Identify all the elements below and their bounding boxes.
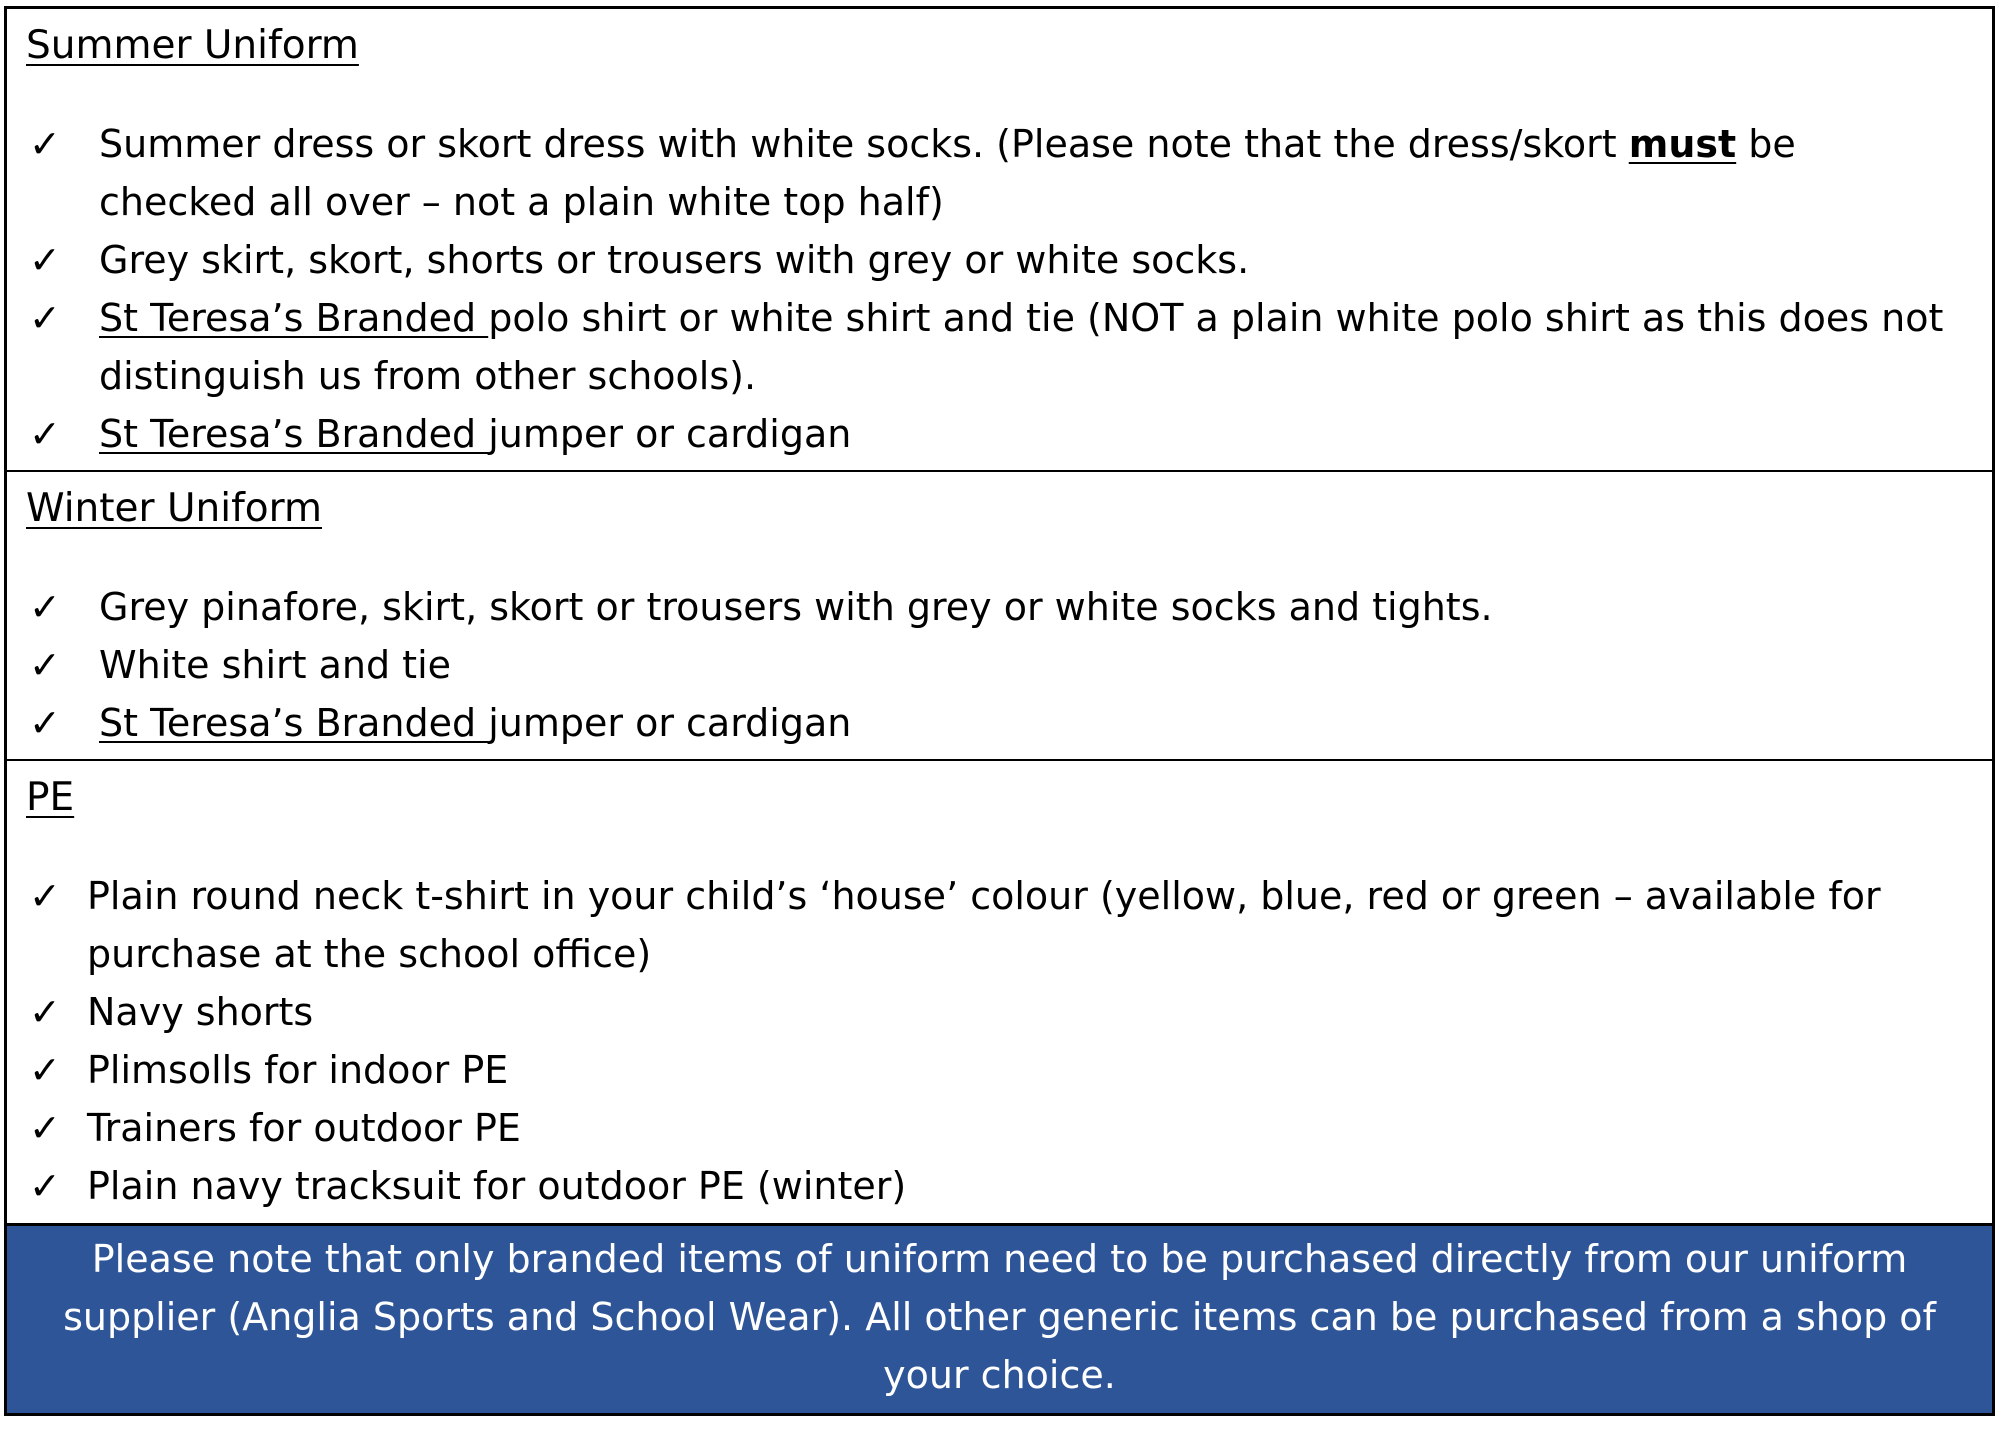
winter-item-text: White shirt and tie	[99, 643, 452, 687]
list-item	[7, 578, 1992, 636]
winter-uniform-title: Winter Uniform	[26, 486, 323, 531]
pe-item-text: Plain navy tracksuit for outdoor PE (winter)	[87, 1164, 907, 1208]
check-icon: ✓	[29, 990, 61, 1034]
supplier-note: Please note that only branded items of uniform need to be purchased directly from our uniform supplier (Anglia Sports and School Wear). All other generic items can be purchased from a shop of your choice.	[7, 1226, 1992, 1413]
summer-uniform-title: Summer Uniform	[26, 23, 359, 68]
pe-list	[7, 867, 1992, 1215]
check-icon: ✓	[29, 1106, 61, 1150]
check-icon: ✓	[29, 701, 61, 745]
list-item	[7, 636, 1992, 694]
branded-label: St Teresa’s Branded	[99, 701, 489, 745]
check-icon: ✓	[29, 874, 61, 918]
list-item	[7, 983, 1992, 1041]
check-icon: ✓	[29, 122, 61, 166]
winter-uniform-list	[7, 578, 1992, 752]
pe-item-text: Plimsolls for indoor PE	[87, 1048, 509, 1092]
list-item	[7, 694, 1992, 752]
summer-uniform-list	[7, 115, 1992, 463]
check-icon: ✓	[29, 643, 61, 687]
list-item	[7, 231, 1992, 289]
winter-item-text: Grey pinafore, skirt, skort or trousers with grey or white socks and tights.	[99, 585, 1493, 629]
list-item	[7, 867, 1992, 983]
summer-item-text: jumper or cardigan	[488, 412, 852, 456]
summer-item-text: polo shirt or white shirt and tie (NOT a plain white polo shirt as this does not distinguish us from other schools).	[99, 296, 1944, 398]
check-icon: ✓	[29, 1048, 61, 1092]
check-icon: ✓	[29, 296, 61, 340]
pe-section	[7, 761, 1992, 1226]
must-emphasis: must	[1628, 122, 1737, 166]
winter-uniform-section	[7, 472, 1992, 761]
check-icon: ✓	[29, 1164, 61, 1208]
summer-item-text: be checked all over – not a plain white top half)	[99, 122, 1796, 224]
pe-title: PE	[26, 775, 75, 820]
check-icon: ✓	[29, 585, 61, 629]
list-item	[7, 405, 1992, 463]
list-item	[7, 115, 1992, 231]
uniform-table	[4, 6, 1995, 1416]
list-item	[7, 1099, 1992, 1157]
pe-item-text: Trainers for outdoor PE	[87, 1106, 521, 1150]
pe-item-text: Plain round neck t-shirt in your child’s ‘house’ colour (yellow, blue, red or green – available for purchase at the school office)	[87, 874, 1881, 976]
list-item	[7, 1157, 1992, 1215]
pe-item-text: Navy shorts	[87, 990, 314, 1034]
winter-item-text: jumper or cardigan	[488, 701, 852, 745]
check-icon: ✓	[29, 238, 61, 282]
list-item	[7, 1041, 1992, 1099]
summer-item-text: Summer dress or skort dress with white socks. (Please note that the dress/skort	[99, 122, 1629, 166]
branded-label: St Teresa’s Branded	[99, 296, 489, 340]
summer-uniform-section	[7, 9, 1992, 472]
branded-label: St Teresa’s Branded	[99, 412, 489, 456]
check-icon: ✓	[29, 412, 61, 456]
list-item	[7, 289, 1992, 405]
summer-item-text: Grey skirt, skort, shorts or trousers with grey or white socks.	[99, 238, 1250, 282]
